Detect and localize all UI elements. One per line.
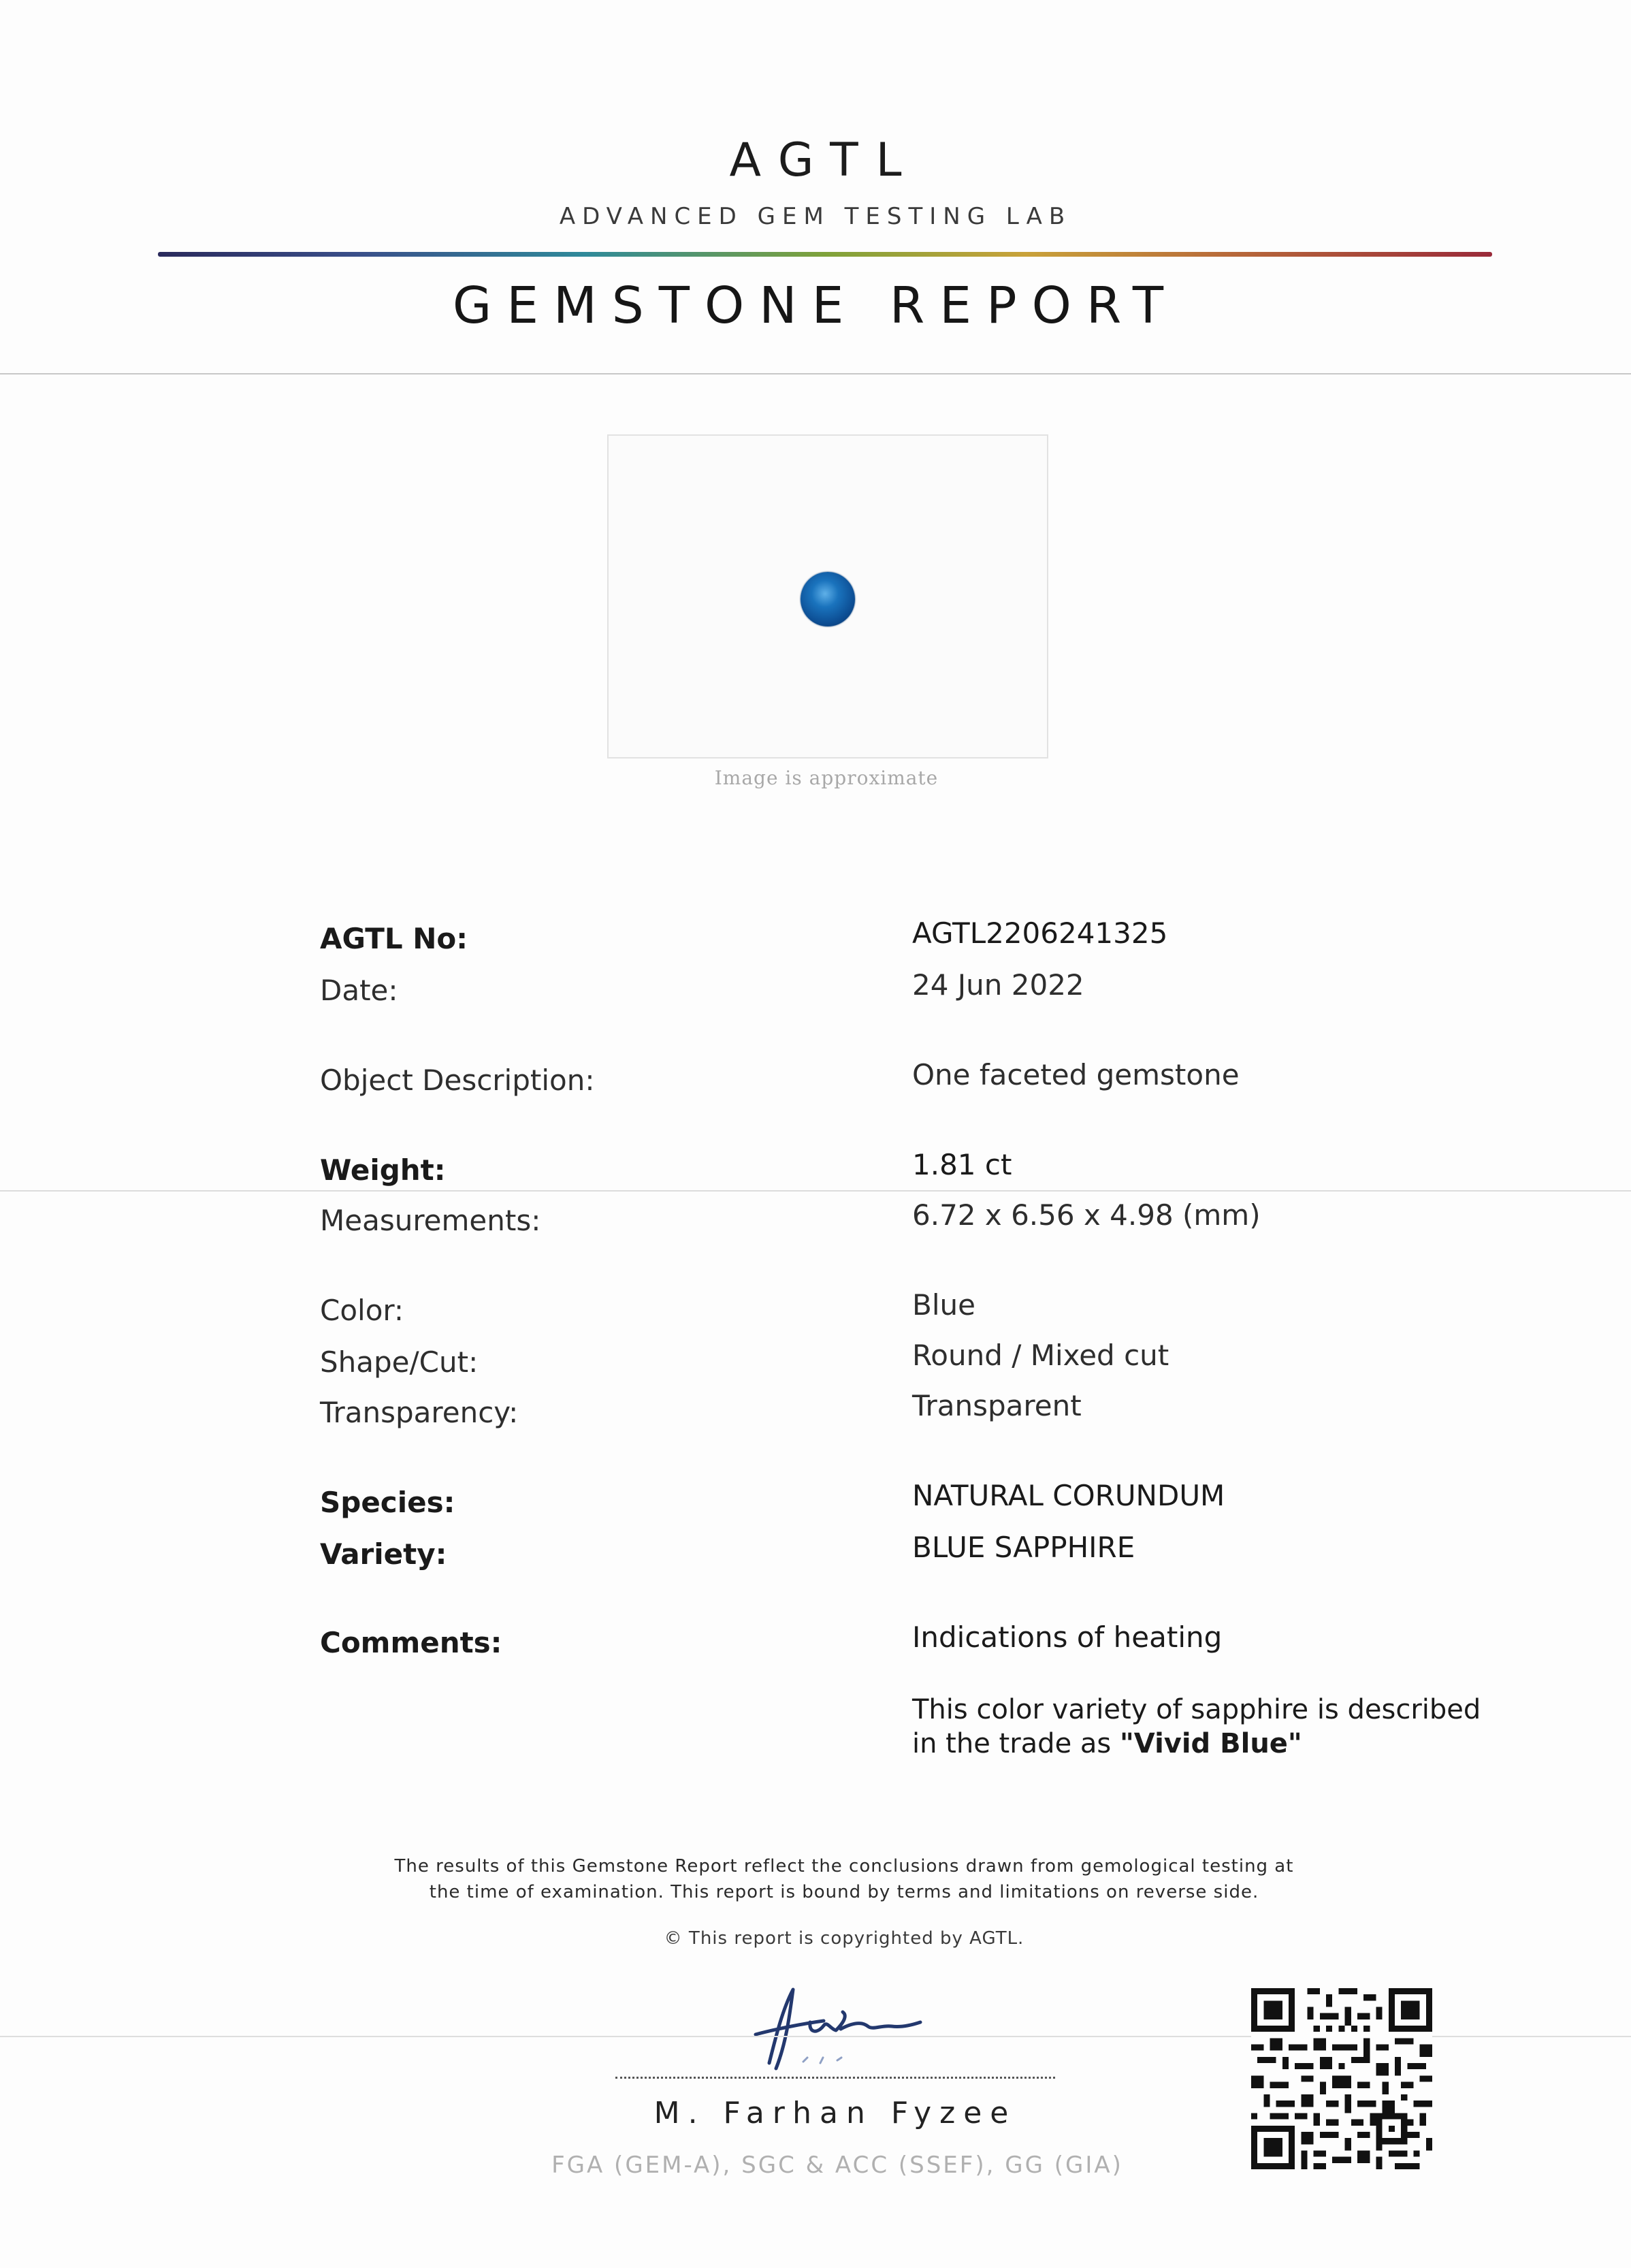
comments-note-emphasis: "Vivid Blue"	[1119, 1728, 1302, 1759]
qr-code	[1251, 1988, 1432, 2169]
weight-value: 1.81 ct	[912, 1148, 1012, 1181]
copyright-notice: © This report is copyrighted by AGTL.	[664, 1928, 1024, 1949]
lab-logo: AGTL	[729, 133, 920, 187]
disclaimer-line-1: The results of this Gemstone Report reflect the conclusions drawn from gemological testing at	[394, 1856, 1294, 1876]
object-description-value: One faceted gemstone	[912, 1058, 1240, 1091]
species-value: NATURAL CORUNDUM	[912, 1479, 1225, 1512]
measurements-label: Measurements:	[320, 1204, 541, 1237]
shape-cut-label: Shape/Cut:	[320, 1345, 479, 1379]
date-label: Date:	[320, 974, 398, 1007]
disclaimer-line-2: the time of examination. This report is bound by terms and limitations on reverse side.	[429, 1882, 1259, 1902]
variety-label: Variety:	[320, 1537, 447, 1571]
lab-name: ADVANCED GEM TESTING LAB	[559, 203, 1072, 230]
weight-label: Weight:	[320, 1153, 446, 1187]
signature-line	[615, 2077, 1055, 2079]
report-title: GEMSTONE REPORT	[452, 276, 1179, 335]
species-label: Species:	[320, 1486, 455, 1519]
color-label: Color:	[320, 1294, 404, 1327]
object-description-label: Object Description:	[320, 1064, 595, 1097]
variety-value: BLUE SAPPHIRE	[912, 1531, 1135, 1564]
agtl-no-label: AGTL No:	[320, 922, 468, 955]
gemstone-image	[801, 572, 855, 626]
signer-credentials: FGA (GEM-A), SGC & ACC (SSEF), GG (GIA)	[551, 2152, 1123, 2179]
comments-label: Comments:	[320, 1626, 502, 1659]
date-value: 24 Jun 2022	[912, 968, 1084, 1002]
transparency-label: Transparency:	[320, 1396, 519, 1429]
photo-caption: Image is approximate	[714, 767, 939, 789]
comments-note-text: This color variety of sapphire is described in the trade as	[912, 1694, 1481, 1759]
fold-line-top	[0, 373, 1631, 374]
fold-line-middle	[0, 1190, 1631, 1192]
header-rainbow-divider	[158, 252, 1492, 257]
agtl-no-value: AGTL2206241325	[912, 916, 1168, 950]
measurements-value: 6.72 x 6.56 x 4.98 (mm)	[912, 1198, 1261, 1232]
signer-name: M. Farhan Fyzee	[653, 2096, 1017, 2130]
handwritten-signature	[728, 1981, 933, 2083]
shape-cut-value: Round / Mixed cut	[912, 1339, 1169, 1372]
color-value: Blue	[912, 1288, 975, 1322]
transparency-value: Transparent	[912, 1389, 1082, 1422]
disclaimer	[300, 1853, 1389, 1905]
comments-note	[912, 1693, 1511, 1761]
comments-value: Indications of heating	[912, 1620, 1223, 1654]
